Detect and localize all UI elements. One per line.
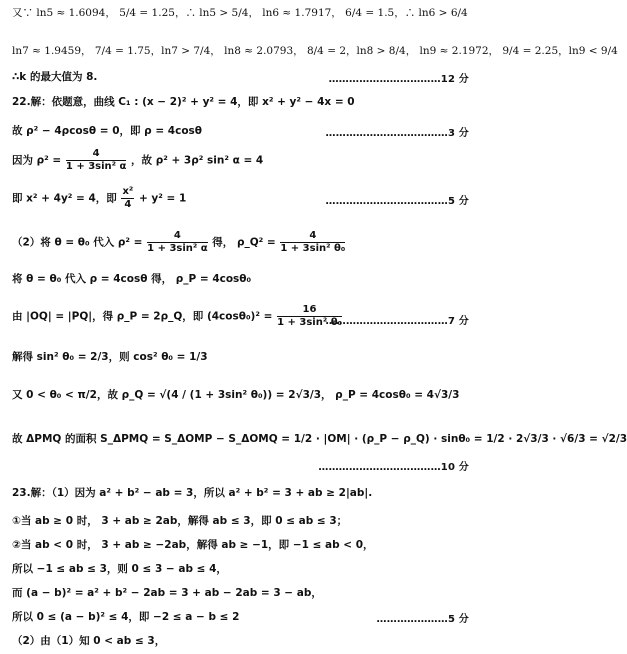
q22-oq-line xyxy=(12,304,343,329)
q22-p2-fraction-2 xyxy=(280,230,345,255)
q23-square-line: 而 (a − b)² = a² + b² − 2ab = 3 + ab − 2ab = 3 − ab， xyxy=(12,587,322,599)
q23-case-2: ②当 ab < 0 时， 3 + ab ≥ −2ab，解得 ab ≥ −1，即 −1 ≤ ab < 0， xyxy=(12,539,374,551)
q23-case-1: ①当 ab ≥ 0 时， 3 + ab ≥ 2ab，解得 ab ≤ 3，即 0 ≤ ab ≤ 3； xyxy=(12,515,348,527)
q22-cartesian-line xyxy=(12,186,186,211)
score-7: ………………………………7 分 xyxy=(325,316,469,327)
q22-rho2-suffix: ，故 ρ² + 3ρ² sin² α = 4 xyxy=(131,154,264,167)
q22-solve-line: 解得 sin² θ₀ = 2/3，则 cos² θ₀ = 1/3 xyxy=(12,351,208,363)
score-5b: …………………5 分 xyxy=(376,614,469,625)
q22-rho2-prefix: 因为 ρ² = xyxy=(12,154,62,167)
q22-cart-suffix: + y² = 1 xyxy=(138,192,187,205)
score-5a: ………………………………5 分 xyxy=(325,196,469,207)
q22-rho-q-line: 又 0 < θ₀ < π/2，故 ρ_Q = √(4 / (1 + 3sin² θ₀)) = 2√3/3， ρ_P = 4cosθ₀ = 4√3/3 xyxy=(12,389,460,401)
q22-cart-numerator: x² xyxy=(122,186,134,197)
ln-comparison-line-1: 又∵ ln5 ≈ 1.6094， 5/4 = 1.25，∴ ln5 > 5/4， ln6 ≈ 1.7917， 6/4 = 1.5，∴ ln6 > 6/4 xyxy=(12,7,468,19)
q22-cart-fraction xyxy=(121,186,134,211)
q22-part2-line xyxy=(12,230,346,255)
q22-polar-equation: 故 ρ² − 4ρcosθ = 0，即 ρ = 4cosθ xyxy=(12,125,203,137)
q22-oq-prefix: 由 |OQ| = |PQ|，得 ρ_P = 2ρ_Q，即 (4cosθ₀)² = xyxy=(12,310,273,323)
q22-p2-mid: 得， ρ_Q² = xyxy=(212,236,276,249)
q22-p2-fraction-1 xyxy=(147,230,208,255)
score-3: ………………………………3 分 xyxy=(325,128,469,139)
q22-area-line: 故 ΔPMQ 的面积 S_ΔPMQ = S_ΔOMP − S_ΔOMQ = 1/2 · |OM| · (ρ_P − ρ_Q) · sinθ₀ = 1/2 · 2√3/3 · √6/3 = √2/3 xyxy=(12,433,627,445)
q22-cart-denominator: 4 xyxy=(124,199,132,210)
score-10: ………………………………10 分 xyxy=(318,462,469,473)
q22-p2-numerator-1: 4 xyxy=(147,230,208,243)
q22-cart-prefix: 即 x² + 4y² = 4，即 xyxy=(12,192,117,205)
q22-p2-prefix: （2）将 θ = θ₀ 代入 ρ² = xyxy=(12,236,143,249)
q23-heading: 23.解：（1）因为 a² + b² − ab = 3，所以 a² + b² = 3 + ab ≥ 2|ab|. xyxy=(12,487,373,499)
q22-p2-denominator-2: 1 + 3sin² θ₀ xyxy=(280,243,346,254)
q22-rho2-denominator: 1 + 3sin² α xyxy=(65,161,127,172)
q22-rho-squared-line xyxy=(12,148,263,173)
q22-oq-denominator: 1 + 3sin² θ₀ xyxy=(277,317,342,328)
ln-comparison-line-2: ln7 ≈ 1.9459， 7/4 = 1.75，ln7 > 7/4， ln8 ≈ 2.0793， 8/4 = 2，ln8 > 8/4， ln9 ≈ 2.1972， 9/4 = 2.25，ln9 < 9/4 xyxy=(12,45,618,57)
q22-heading: 22.解：依题意，曲线 C₁ : (x − 2)² + y² = 4，即 x² + y² − 4x = 0 xyxy=(12,96,355,108)
q22-oq-numerator: 16 xyxy=(277,304,342,317)
q22-p2-numerator-2: 4 xyxy=(280,230,345,243)
q22-p2-denominator-1: 1 + 3sin² α xyxy=(147,243,208,254)
q23-range-line: 所以 −1 ≤ ab ≤ 3，则 0 ≤ 3 − ab ≤ 4， xyxy=(12,563,227,575)
q23-part2-line: （2）由（1）知 0 < ab ≤ 3， xyxy=(12,635,166,647)
score-12: ……………………………12 分 xyxy=(328,74,469,85)
q23-conclusion-line: 所以 0 ≤ (a − b)² ≤ 4，即 −2 ≤ a − b ≤ 2 xyxy=(12,611,240,623)
k-max-conclusion: ∴k 的最大值为 8. xyxy=(12,71,98,83)
q22-rho-p-line: 将 θ = θ₀ 代入 ρ = 4cosθ 得， ρ_P = 4cosθ₀ xyxy=(12,273,252,285)
q22-rho2-fraction xyxy=(66,148,127,173)
q22-rho2-numerator: 4 xyxy=(66,148,127,161)
